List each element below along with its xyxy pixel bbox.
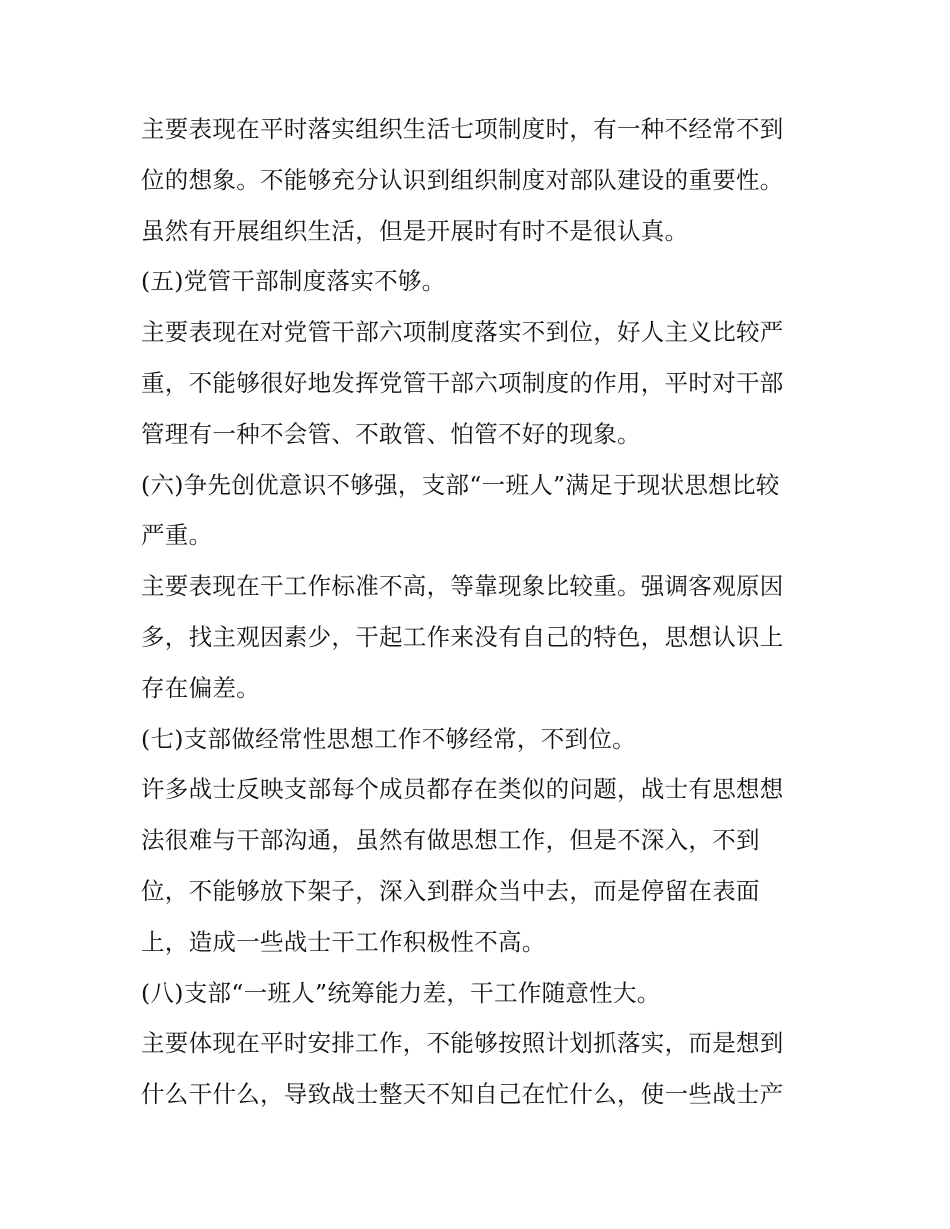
heading-line: 严重。 (141, 521, 213, 550)
paragraph-body (141, 104, 821, 256)
text-line: 法很难与干部沟通，虽然有做思想工作，但是不深入，不到 (141, 826, 760, 855)
heading-line: (八)支部“一班人”统筹能力差，干工作随意性大。 (141, 978, 661, 1007)
text-line: 什么干什么，导致战士整天不知自己在忙什么，使一些战士产 (141, 1080, 784, 1109)
text-line: 上，造成一些战士干工作积极性不高。 (141, 927, 546, 956)
text-line: 管理有一种不会管、不敢管、怕管不好的现象。 (141, 419, 641, 448)
section-heading (141, 714, 821, 765)
heading-line: (六)争先创优意识不够强，支部“一班人”满足于现状思想比较 (141, 470, 780, 499)
section-heading (141, 968, 821, 1019)
paragraph-body (141, 561, 821, 713)
section-heading (141, 256, 821, 307)
text-line: 存在偏差。 (141, 673, 260, 702)
paragraph-body (141, 1018, 821, 1120)
text-line: 主要表现在平时落实组织生活七项制度时，有一种不经常不到 (141, 115, 784, 143)
section-heading (141, 460, 821, 562)
text-line: 重，不能够很好地发挥党管干部六项制度的作用，平时对干部 (141, 368, 784, 397)
text-line: 位，不能够放下架子，深入到群众当中去，而是停留在表面 (141, 876, 760, 905)
text-line: 主要表现在对党管干部六项制度落实不到位，好人主义比较严 (141, 318, 784, 347)
text-line: 位的想象。不能够充分认识到组织制度对部队建设的重要性。 (141, 165, 784, 194)
document-body (141, 104, 821, 1120)
text-line: 多，找主观因素少，干起工作来没有自己的特色，思想认识上 (141, 622, 784, 651)
heading-line: (七)支部做经常性思想工作不够经常，不到位。 (141, 724, 636, 753)
text-line: 主要体现在平时安排工作，不能够按照计划抓落实，而是想到 (141, 1029, 784, 1058)
text-line: 虽然有开展组织生活，但是开展时有时不是很认真。 (141, 216, 689, 245)
text-line: 主要表现在干工作标准不高，等靠现象比较重。强调客观原因 (141, 572, 784, 601)
paragraph-body (141, 764, 821, 967)
heading-line: (五)党管干部制度落实不够。 (141, 267, 446, 296)
paragraph-body (141, 307, 821, 459)
text-line: 许多战士反映支部每个成员都存在类似的问题，战士有思想想 (141, 775, 784, 804)
